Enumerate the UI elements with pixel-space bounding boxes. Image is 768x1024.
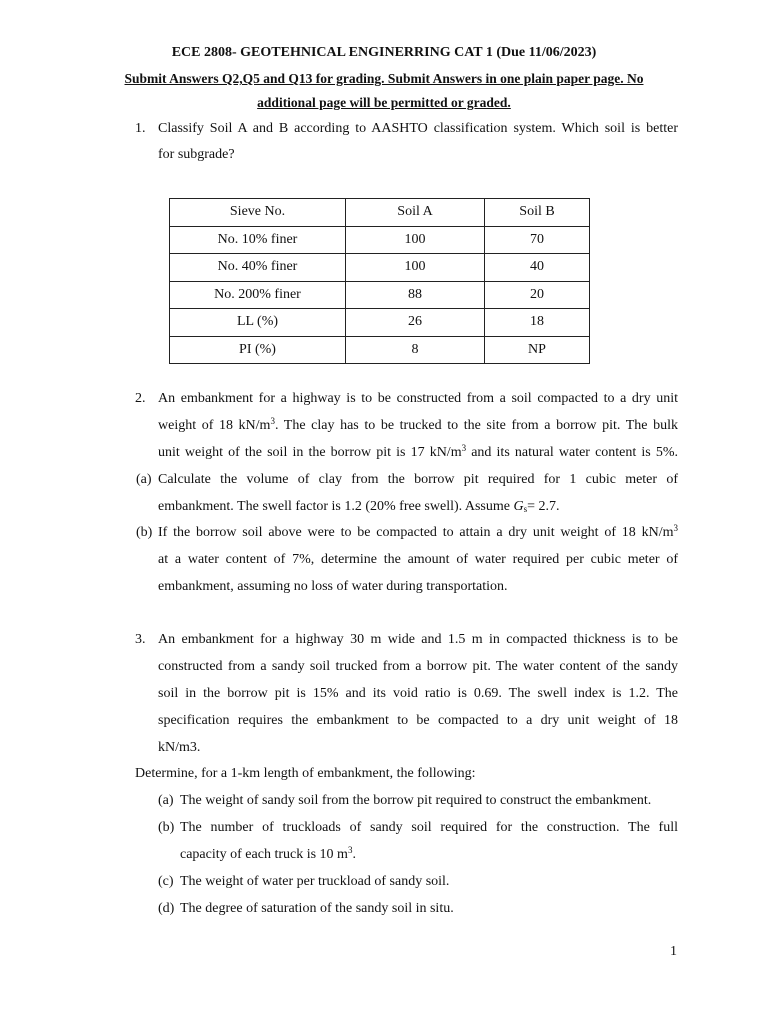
table-row [170,281,590,309]
question-3b-line: The number of truckloads of sandy soil required for the construction. The full [180,820,678,835]
question-3-line: An embankment for a highway 30 m wide and 1.5 m in compacted thickness is to be [158,632,678,647]
table-cell: 100 [346,226,485,254]
question-3a-text: The weight of sandy soil from the borrow pit required to construct the embankment. [180,793,652,808]
table-cell: 70 [485,226,590,254]
variable: G [513,499,524,514]
question-1-line: for subgrade? [158,147,235,162]
instruction-line-1: Submit Answers Q2,Q5 and Q13 for grading. Submit Answers in one plain paper page. No [124,71,644,86]
superscript: 3 [673,523,678,533]
question-2b-line [158,525,678,541]
question-3-determine: Determine, for a 1-km length of embankment, the following: [135,766,476,781]
text-fragment: = 2.7. [527,499,560,514]
question-3c-text: The weight of water per truckload of sandy soil. [180,874,450,889]
question-2-line [158,445,678,461]
question-3-number: 3. [135,632,146,647]
question-2a-label: (a) [136,472,152,487]
table-header-cell: Soil B [485,199,590,227]
page-number: 1 [670,944,677,959]
question-3b-line [180,847,678,863]
table-cell: No. 200% finer [170,281,346,309]
table-cell: 26 [346,309,485,337]
question-3b-label: (b) [158,820,175,835]
question-2b-line: at a water content of 7%, determine the amount of water required per cubic meter of [158,552,678,567]
table-header-cell: Soil A [346,199,485,227]
table-row [170,226,590,254]
subscript: s [523,504,528,514]
question-2b-line: embankment, assuming no loss of water during transportation. [158,579,508,594]
question-3d-label: (d) [158,901,175,916]
question-3a-label: (a) [158,793,174,808]
table-header-row [170,199,590,227]
question-3-line: kN/m3. [158,740,201,755]
instruction-line-2: additional page will be permitted or graded. [257,95,511,110]
question-3-line: soil in the borrow pit is 15% and its void ratio is 0.69. The swell index is 1.2. The [158,686,678,701]
table-cell: 88 [346,281,485,309]
text-fragment: . The clay has to be trucked to the site from a borrow pit. The bulk [274,418,678,433]
table-cell: PI (%) [170,336,346,364]
question-3-line: constructed from a sandy soil trucked from a borrow pit. The water content of the sandy [158,659,678,674]
table-cell: 40 [485,254,590,282]
text-fragment: capacity of each truck is 10 m [180,847,348,862]
table-cell: LL (%) [170,309,346,337]
question-1-line: Classify Soil A and B according to AASHTO classification system. Which soil is better [158,121,678,136]
question-2b-label: (b) [136,525,153,540]
question-2-number: 2. [135,391,146,406]
table-row [170,309,590,337]
question-1-number: 1. [135,121,146,136]
question-2a-line [158,499,678,515]
table-row [170,254,590,282]
document-title: ECE 2808- GEOTEHNICAL ENGINERRING CAT 1 (Due 11/06/2023) [171,45,597,60]
table-row [170,336,590,364]
question-2-line [158,418,678,434]
table-cell: 20 [485,281,590,309]
text-fragment: If the borrow soil above were to be compacted to attain a dry unit weight of 18 kN/m [158,525,674,540]
text-fragment: unit weight of the soil in the borrow pit is 17 kN/m [158,445,462,460]
table-cell: 100 [346,254,485,282]
text-fragment: embankment. The swell factor is 1.2 (20% free swell). Assume [158,499,514,514]
table-cell: NP [485,336,590,364]
question-3-line: specification requires the embankment to be compacted to a dry unit weight of 18 [158,713,678,728]
question-2-line: An embankment for a highway is to be constructed from a soil compacted to a dry unit [158,391,678,406]
table-cell: No. 10% finer [170,226,346,254]
question-3d-text: The degree of saturation of the sandy soil in situ. [180,901,454,916]
table-header-cell: Sieve No. [170,199,346,227]
superscript: 3 [270,416,275,426]
table-cell: 8 [346,336,485,364]
text-fragment: weight of 18 kN/m [158,418,271,433]
table-cell: 18 [485,309,590,337]
question-3c-label: (c) [158,874,174,889]
sieve-analysis-table [169,198,590,364]
question-2a-line: Calculate the volume of clay from the borrow pit required for 1 cubic meter of [158,472,678,487]
text-fragment: . [352,847,356,862]
superscript: 3 [461,443,467,453]
superscript: 3 [347,845,353,855]
table-cell: No. 40% finer [170,254,346,282]
text-fragment: and its natural water content is 5%. [466,445,679,460]
